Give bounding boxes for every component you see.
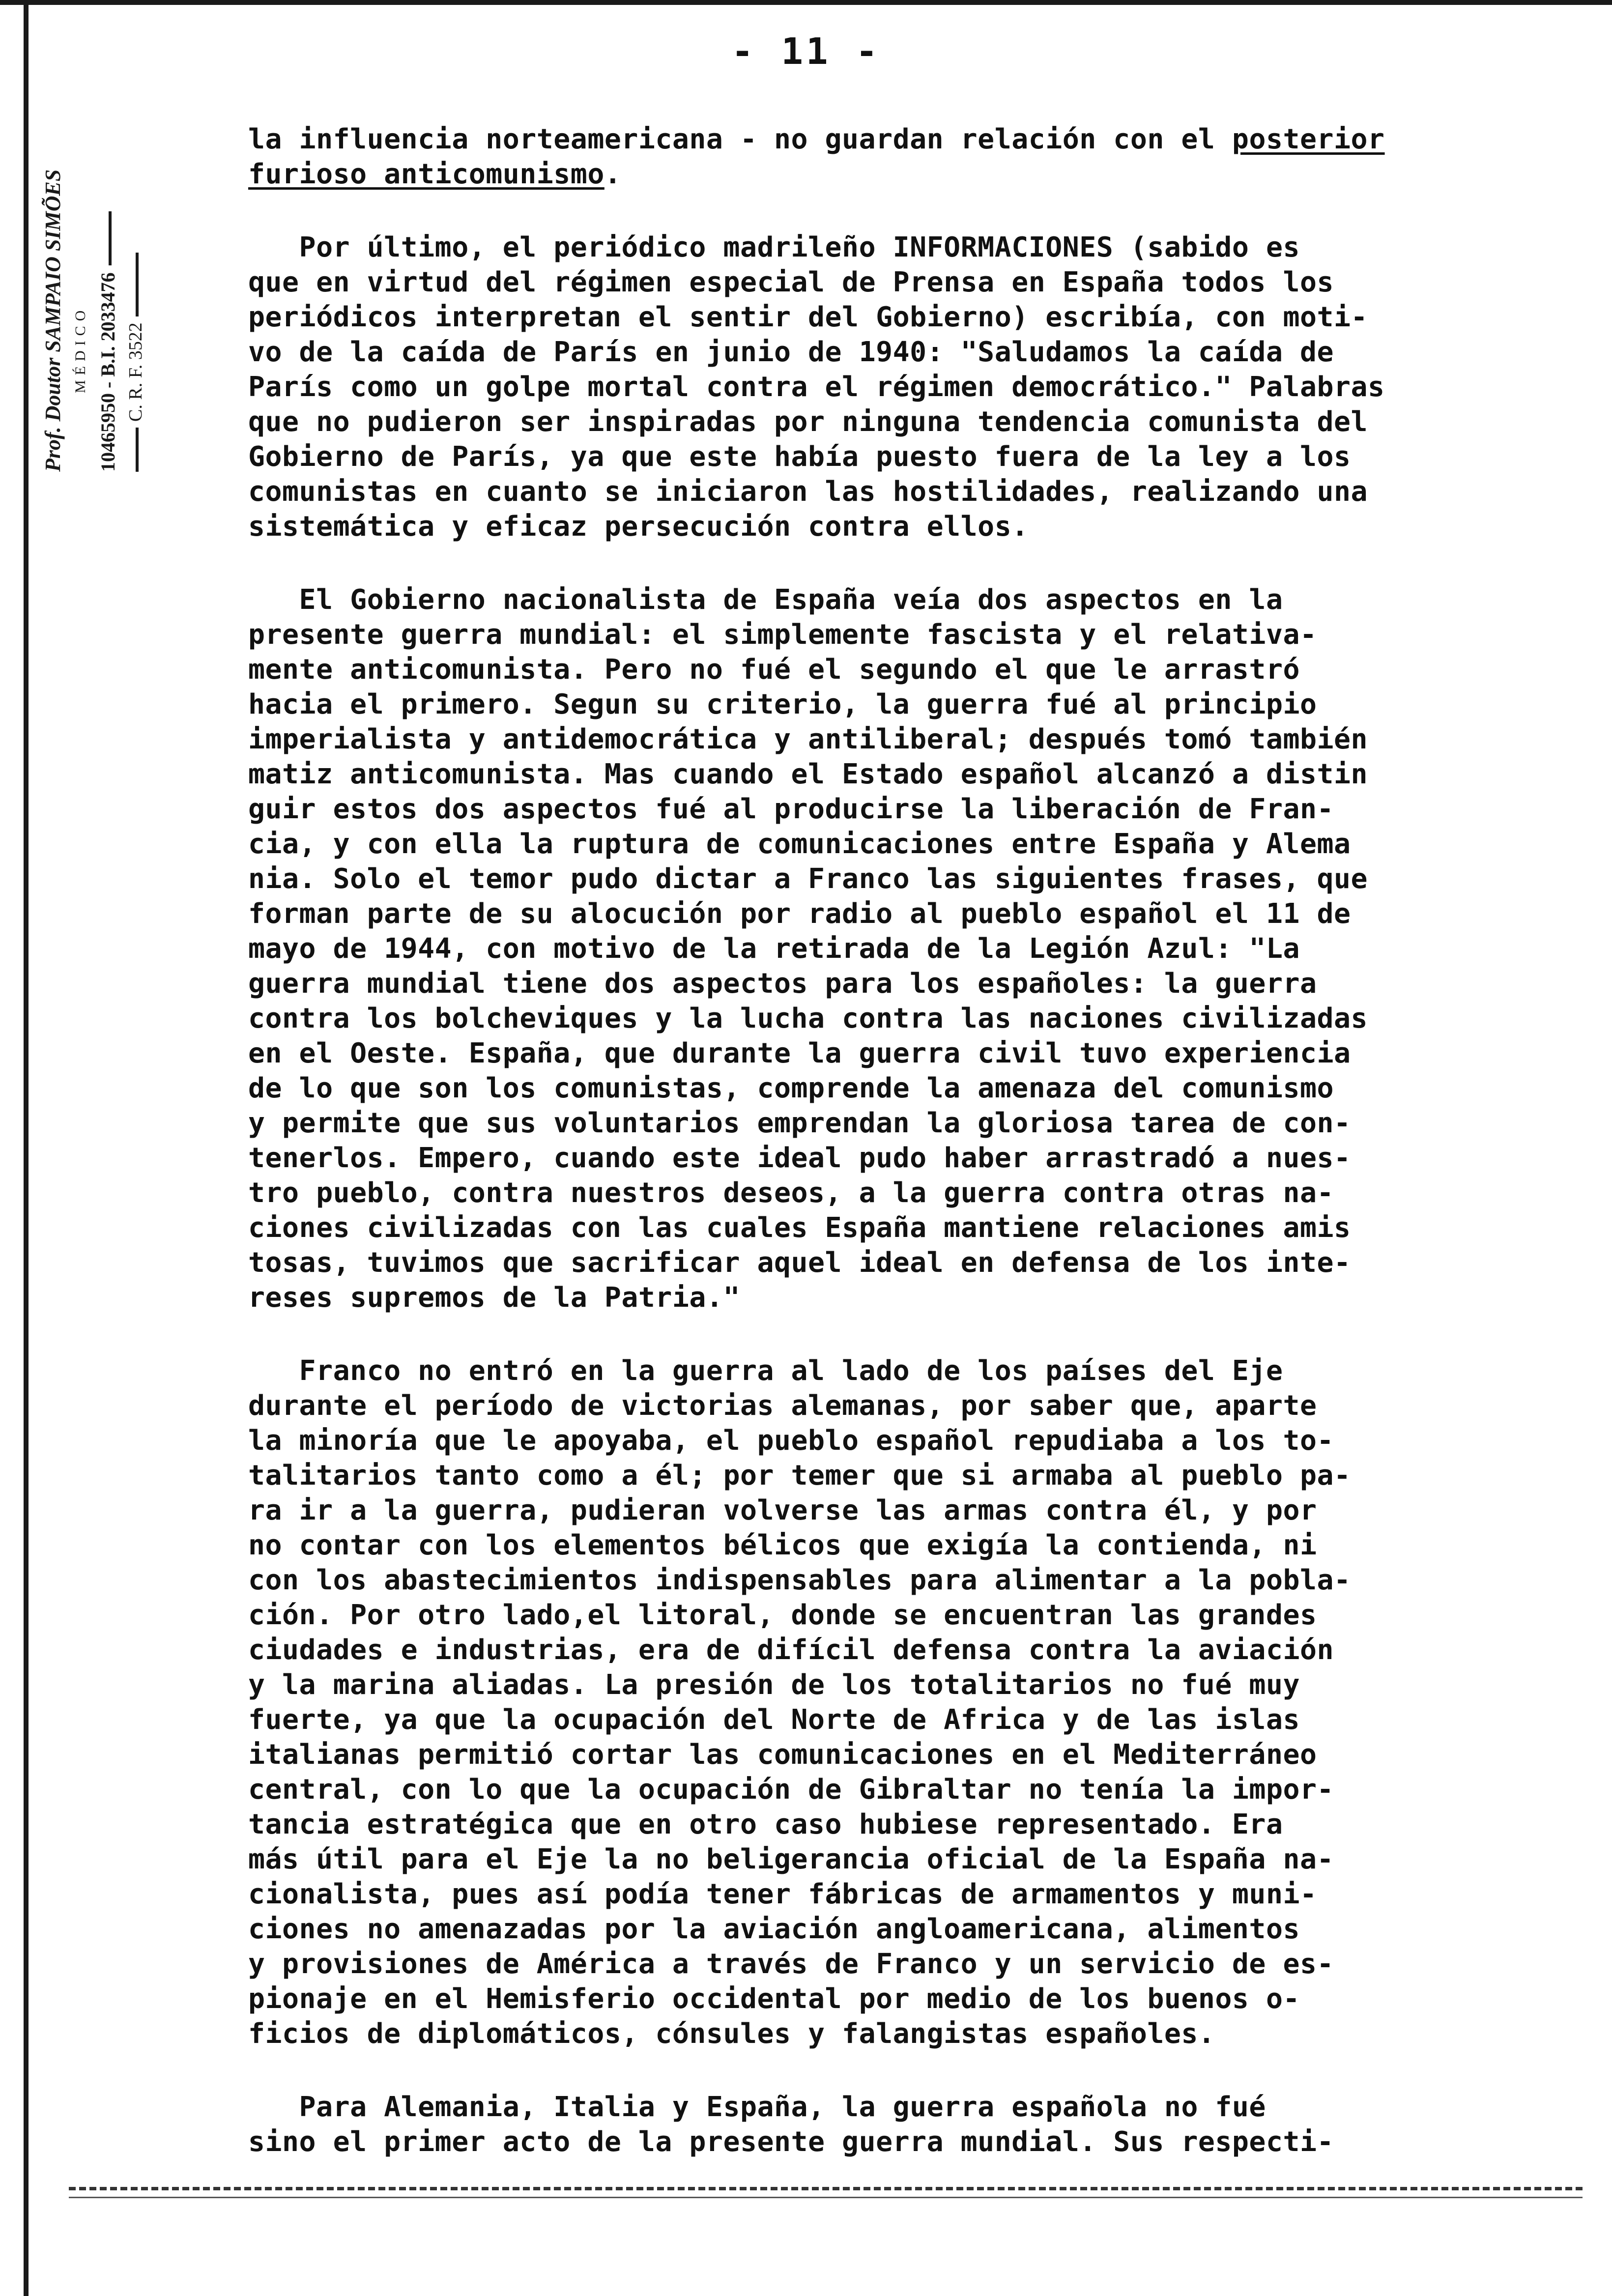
text-line: ciones no amenazadas por la aviación angloamericana, alimentos xyxy=(248,1913,1300,1945)
text-line: ra ir a la guerra, pudieran volverse las armas contra él, y por xyxy=(248,1494,1317,1526)
text-line: matiz anticomunista. Mas cuando el Estado español alcanzó a distin xyxy=(248,758,1368,790)
text-line: cia, y con ella la ruptura de comunicaciones entre España y Alema xyxy=(248,828,1351,860)
text-line: mayo de 1944, con motivo de la retirada de la Legión Azul: "La xyxy=(248,933,1300,965)
stamp-bar-right xyxy=(136,253,139,316)
stamp-bar xyxy=(109,211,112,265)
text-line: nia. Solo el temor pudo dictar a Franco las siguientes frases, que xyxy=(248,863,1368,895)
text-line: imperialista y antidemocrática y antiliberal; después tomó también xyxy=(248,723,1368,755)
page-bottom-rule-secondary xyxy=(69,2197,1583,2198)
text-line: que no pudieron ser inspiradas por ninguna tendencia comunista del xyxy=(248,406,1368,438)
paragraph-5 xyxy=(248,2090,1575,2159)
text-line: guir estos dos aspectos fué al producirse la liberación de Fran- xyxy=(248,793,1334,825)
text-line: furioso anticomunismo. xyxy=(248,158,622,190)
text-line: ficios de diplomáticos, cónsules y falangistas españoles. xyxy=(248,2018,1215,2050)
page-number: - 11 - xyxy=(731,30,881,73)
stamp-bar-left xyxy=(136,428,139,472)
paragraph-4 xyxy=(248,1353,1575,2051)
stamp-crf-text: C. R. F. 3522 xyxy=(125,322,146,422)
text-line: cionalista, pues así podía tener fábricas de armamentos y muni- xyxy=(248,1878,1317,1910)
text-line: ciones civilizadas con las cuales España mantiene relaciones amis xyxy=(248,1212,1351,1244)
text-line: contra los bolcheviques y la lucha contra las naciones civilizadas xyxy=(248,1003,1368,1034)
underlined-phrase: furioso anticomunismo xyxy=(248,158,604,190)
text-line: comunistas en cuanto se iniciaron las hostilidades, realizando una xyxy=(248,476,1368,508)
paragraph-2 xyxy=(248,230,1575,544)
text-line: El Gobierno nacionalista de España veía dos aspectos en la xyxy=(248,584,1283,616)
text-line: periódicos interpretan el sentir del Gobierno) escribía, con moti- xyxy=(248,301,1368,333)
text-line: más útil para el Eje la no beligerancia oficial de la España na- xyxy=(248,1843,1334,1875)
stamp-ids-text: 10465950 - B.I. 2033476 xyxy=(97,272,119,472)
text-line: mente anticomunista. Pero no fué el segundo el que le arrastró xyxy=(248,654,1300,686)
text-line: en el Oeste. España, que durante la guerra civil tuvo experiencia xyxy=(248,1037,1351,1069)
text-line: tosas, tuvimos que sacrificar aquel ideal en defensa de los inte- xyxy=(248,1247,1351,1279)
text-line: tro pueblo, contra nuestros deseos, a la guerra contra otras na- xyxy=(248,1177,1334,1209)
text-line: reses supremos de la Patria." xyxy=(248,1282,740,1314)
text-line: Gobierno de París, ya que este había puesto fuera de la ley a los xyxy=(248,441,1351,473)
text-line: vo de la caída de París en junio de 1940: "Saludamos la caída de xyxy=(248,336,1334,368)
text-line: guerra mundial tiene dos aspectos para los españoles: la guerra xyxy=(248,968,1317,1000)
text-line: tancia estratégica que en otro caso hubiese representado. Era xyxy=(248,1808,1283,1840)
text-line: no contar con los elementos bélicos que exigía la contienda, ni xyxy=(248,1529,1317,1561)
text-line: la minoría que le apoyaba, el pueblo español repudiaba a los to- xyxy=(248,1425,1334,1457)
text-line: y permite que sus voluntarios emprendan la gloriosa tarea de con- xyxy=(248,1107,1351,1139)
document-body xyxy=(248,122,1575,2159)
text-line: tenerlos. Empero, cuando este ideal pudo haber arrastradó a nues- xyxy=(248,1142,1351,1174)
text-line: Para Alemania, Italia y España, la guerra española no fué xyxy=(248,2091,1266,2123)
text-line: presente guerra mundial: el simplemente fascista y el relativa- xyxy=(248,619,1317,651)
text-line: y la marina aliadas. La presión de los totalitarios no fué muy xyxy=(248,1669,1300,1701)
text-line: Franco no entró en la guerra al lado de los países del Eje xyxy=(248,1355,1283,1387)
stamp-role: MÉDICO xyxy=(72,305,88,393)
text-line: Por último, el periódico madrileño INFORMACIONES (sabido es xyxy=(248,231,1300,263)
text-line: París como un golpe mortal contra el régimen democrático." Palabras xyxy=(248,371,1385,403)
text-line: de lo que son los comunistas, comprende la amenaza del comunismo xyxy=(248,1072,1334,1104)
text-line: ciudades e industrias, era de difícil defensa contra la aviación xyxy=(248,1634,1334,1666)
scan-frame-top xyxy=(0,0,1612,5)
stamp-name: Prof. Doutor SAMPAIO SIMÕES xyxy=(41,169,65,472)
doctor-stamp xyxy=(39,128,216,472)
text-line: sistemática y eficaz persecución contra ellos. xyxy=(248,511,1029,543)
text-line: italianas permitió cortar las comunicaciones en el Mediterráneo xyxy=(248,1739,1317,1771)
paragraph-3 xyxy=(248,582,1575,1315)
text-line: durante el período de victorias alemanas, por saber que, aparte xyxy=(248,1390,1317,1422)
underlined-word: posterior xyxy=(1232,123,1385,155)
text-line: pionaje en el Hemisferio occidental por medio de los buenos o- xyxy=(248,1983,1300,2015)
text-line: hacia el primero. Segun su criterio, la guerra fué al principio xyxy=(248,689,1317,720)
text-line: forman parte de su alocución por radio al pueblo español el 11 de xyxy=(248,898,1351,930)
text-line: con los abastecimientos indispensables para alimentar a la pobla- xyxy=(248,1564,1351,1596)
text-line: central, con lo que la ocupación de Gibraltar no tenía la impor- xyxy=(248,1774,1334,1806)
text-line: ción. Por otro lado,el litoral, donde se encuentran las grandes xyxy=(248,1599,1317,1631)
text-line: talitarios tanto como a él; por temer que si armaba al pueblo pa- xyxy=(248,1460,1351,1492)
text-line-part: la influencia norteamericana - no guardan relación con el xyxy=(248,123,1232,155)
text-line: sino el primer acto de la presente guerra mundial. Sus respecti- xyxy=(248,2126,1334,2158)
stamp-ids xyxy=(94,128,122,472)
text-line: que en virtud del régimen especial de Prensa en España todos los xyxy=(248,266,1334,298)
stamp-crf xyxy=(122,128,149,472)
scan-frame-left xyxy=(24,0,29,2296)
text-line: y provisiones de América a través de Franco y un servicio de es- xyxy=(248,1948,1334,1980)
text-line: fuerte, ya que la ocupación del Norte de Africa y de las islas xyxy=(248,1704,1300,1736)
text-line xyxy=(248,122,1575,157)
paragraph-1 xyxy=(248,122,1575,192)
page-bottom-rule xyxy=(69,2187,1583,2190)
